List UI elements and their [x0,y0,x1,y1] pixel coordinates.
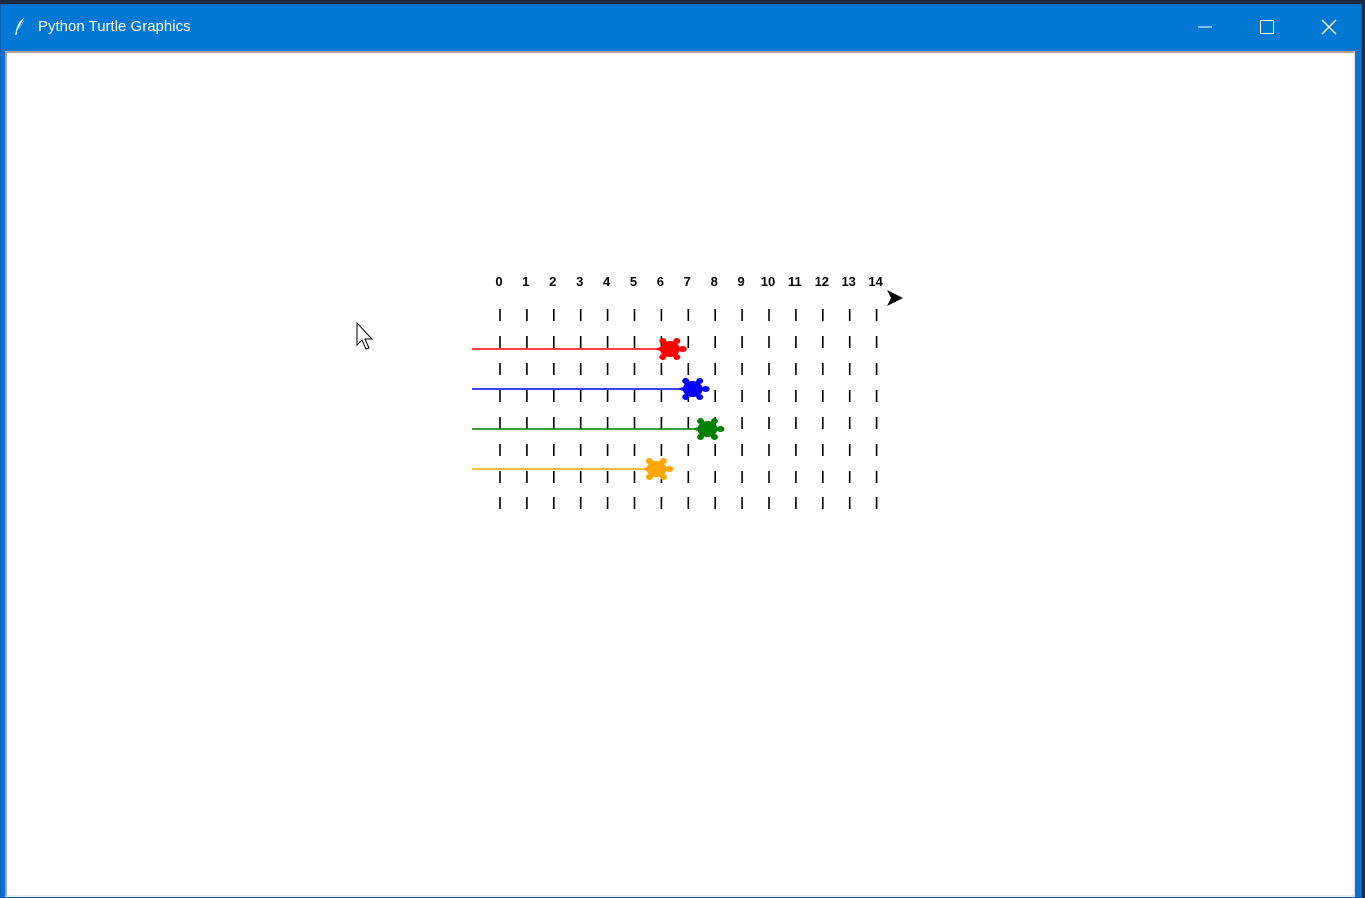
track-label: 4 [602,274,611,289]
minimize-button[interactable] [1174,5,1236,49]
track-label: 1 [522,274,530,289]
window-title: Python Turtle Graphics [38,18,191,35]
minimize-icon [1198,20,1212,34]
race-drawing [7,53,1353,895]
close-icon [1321,19,1337,35]
track-ticks [500,309,877,509]
mouse-pointer-icon [357,323,372,349]
feather-icon [13,16,29,36]
track-label: 6 [656,274,665,289]
track-label: 13 [841,274,856,289]
racer-turtle-green [693,418,725,440]
turtle-canvas[interactable] [5,51,1355,897]
track-label: 11 [788,274,802,289]
maximize-button[interactable] [1236,5,1298,49]
track-labels [495,274,883,289]
racer-turtle-red [655,338,687,360]
track-label: 8 [710,274,718,289]
title-bar[interactable] [1,5,1361,49]
track-label: 10 [760,274,776,289]
racer-trails [472,349,702,469]
track-label: 3 [576,274,584,289]
track-label: 12 [814,274,830,289]
turtle-window [0,4,1362,898]
close-button[interactable] [1298,5,1360,49]
track-label: 14 [868,274,883,289]
maximize-icon [1260,20,1274,34]
track-label: 2 [549,274,557,289]
track-label: 7 [683,274,691,289]
racer-turtle-blue [678,378,710,400]
racer-turtle-orange [641,458,673,480]
arrow-turtle-icon [887,290,903,306]
racer-turtles [641,338,724,480]
track-label: 5 [629,274,638,289]
track-label: 9 [737,274,745,289]
track-label: 0 [495,274,503,289]
